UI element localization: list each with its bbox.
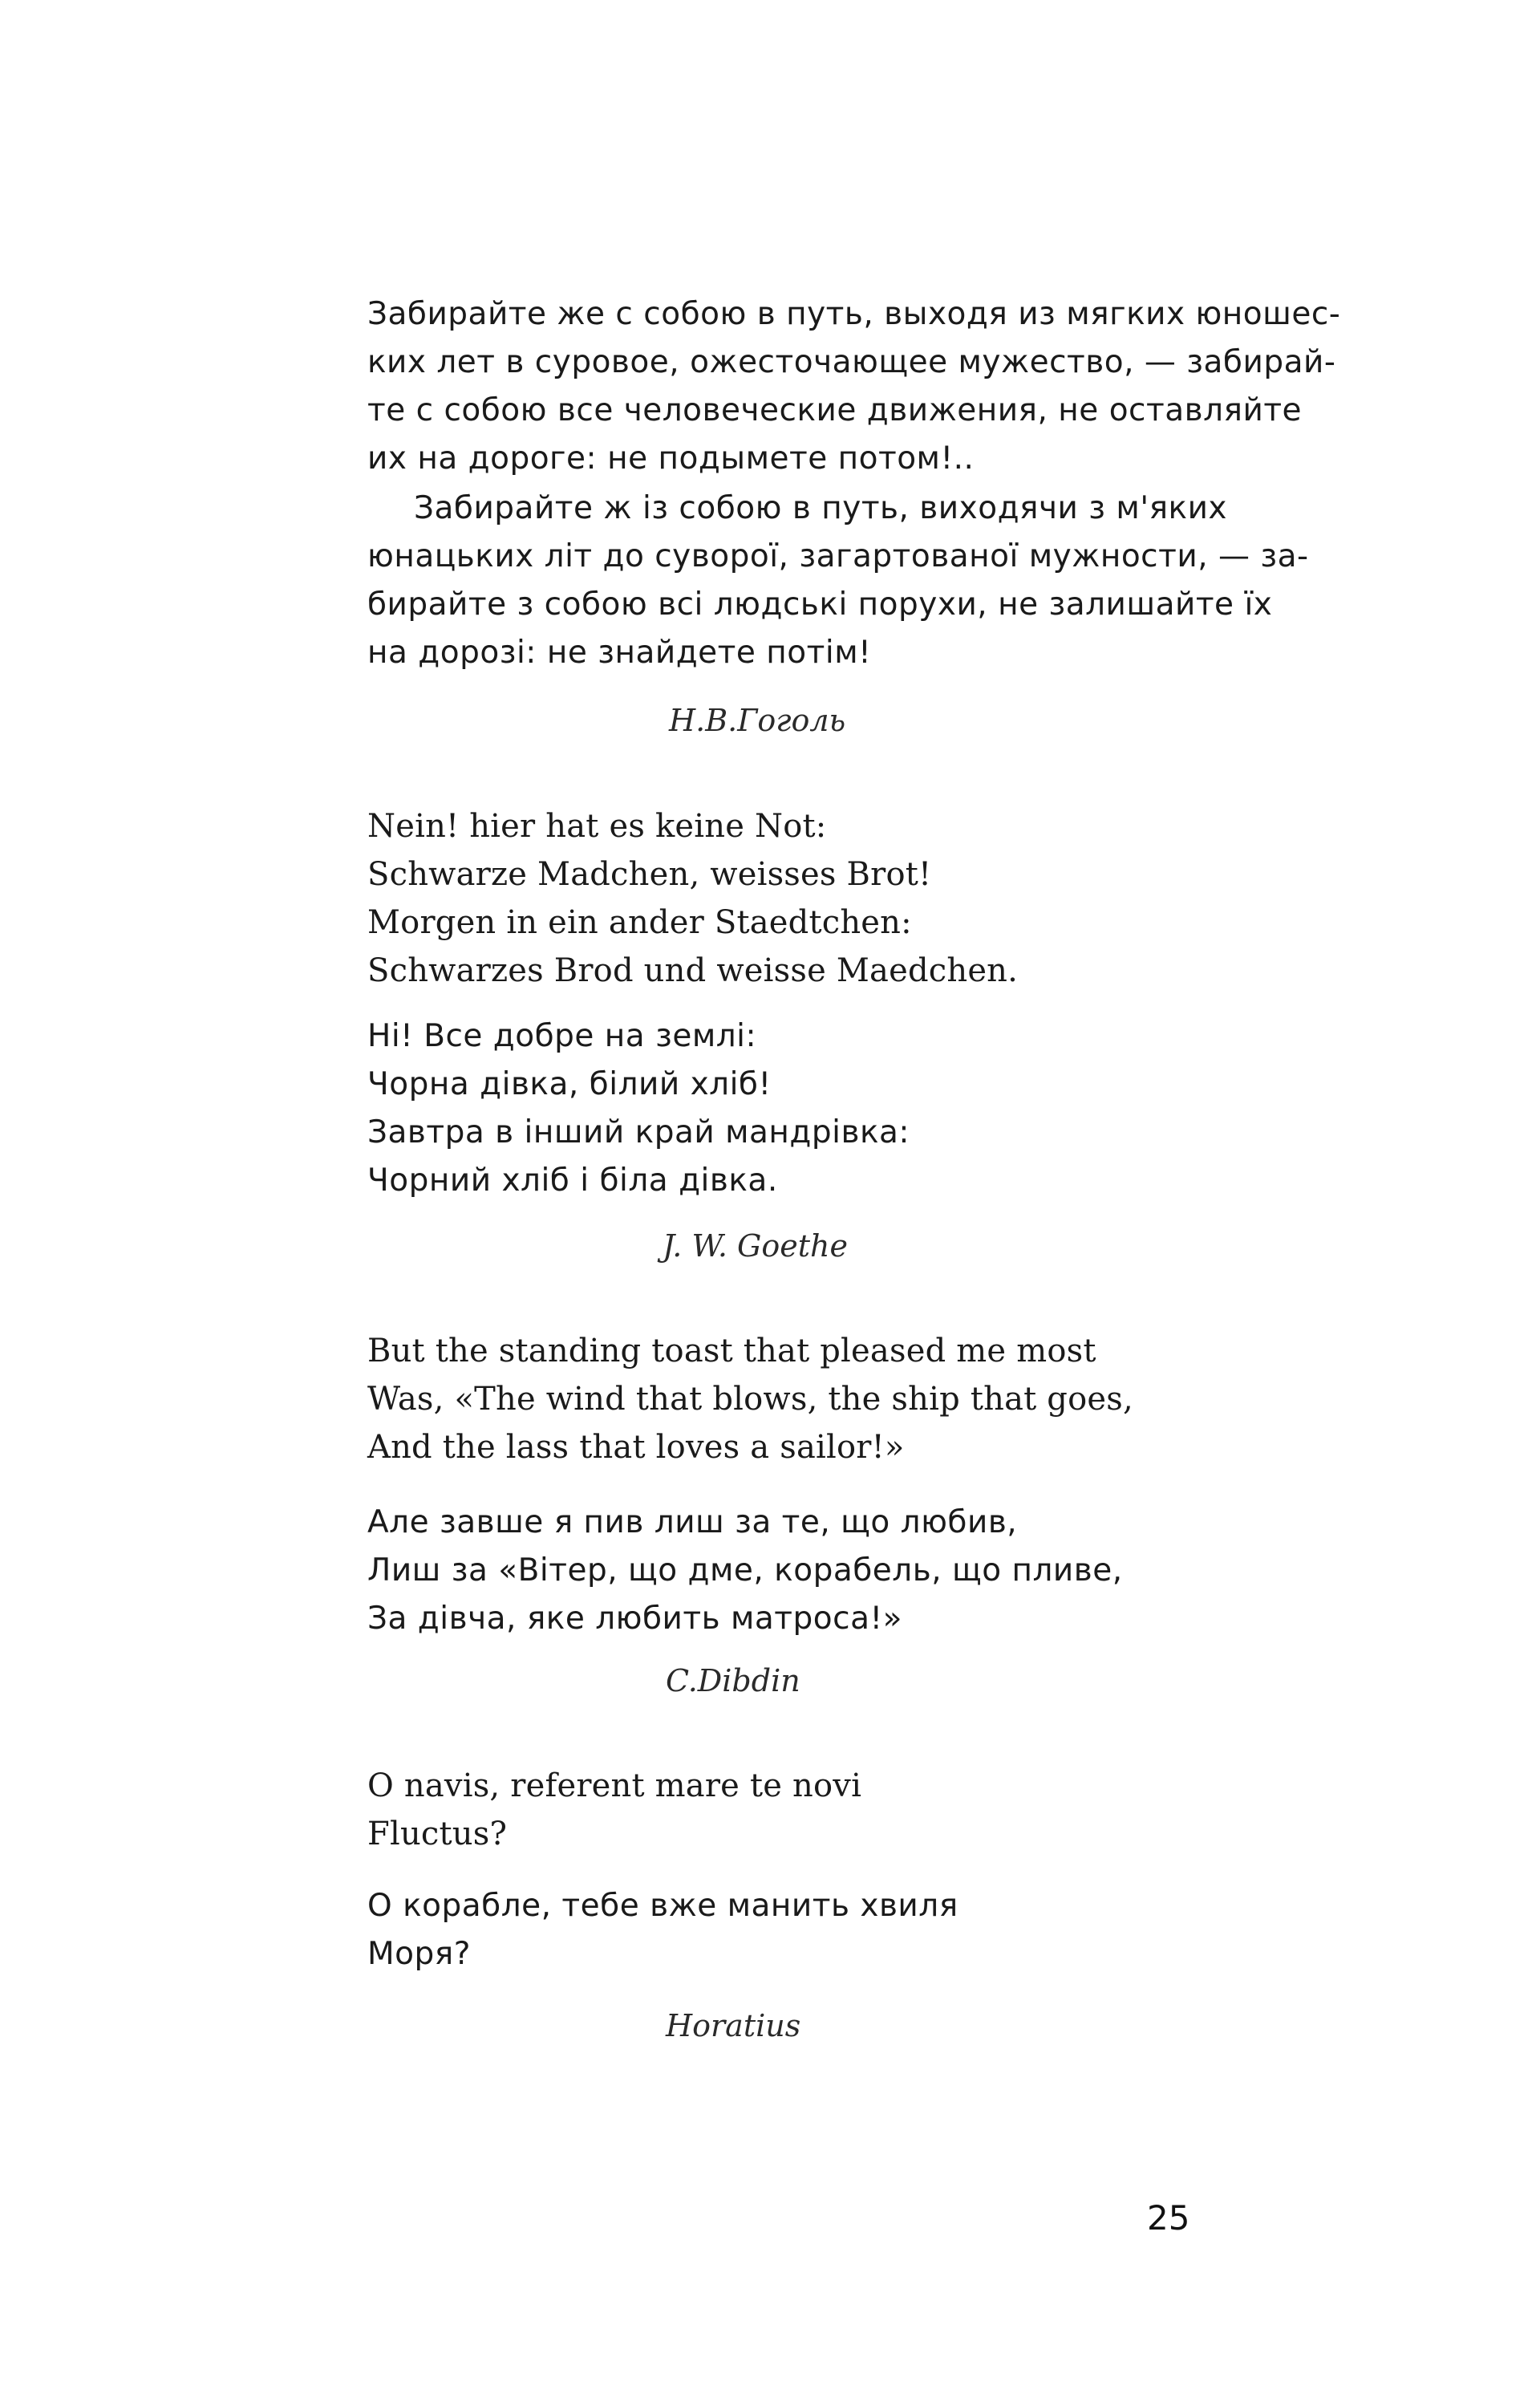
dibdin-ukrainian-verse [367, 1499, 1266, 1643]
goethe-german-verse [367, 802, 1266, 995]
verse-line: За дівча, яке любить матроса!» [367, 1601, 902, 1637]
verse-line: Але завше я пив лиш за те, що любив, [367, 1504, 1018, 1540]
verse-line: And the lass that loves a sailor!» [367, 1429, 905, 1466]
verse-line: Чорний хліб і біла дівка. [367, 1162, 778, 1199]
text-line: Забирайте ж із собою в путь, виходячи з м'яких [414, 490, 1228, 526]
text-line: их на дороге: не подымете потом!.. [367, 440, 975, 477]
dibdin-attribution: C.Dibdin [666, 1663, 800, 1698]
verse-line: О кораблe, тебе вже манить хвиля [367, 1888, 958, 1924]
verse-line: Schwarze Madchen, weisses Brot! [367, 856, 932, 893]
goethe-attribution: J. W. Goethe [663, 1228, 848, 1264]
verse-line: Ні! Все добре на землі: [367, 1018, 757, 1054]
horatius-attribution: Horatius [666, 2008, 801, 2043]
gogol-ukrainian-paragraph [367, 485, 1309, 677]
goethe-ukrainian-verse [367, 1012, 1266, 1205]
verse-line: Чорна дівка, білий хліб! [367, 1066, 772, 1102]
dibdin-english-verse [367, 1327, 1266, 1471]
page-number: 25 [1147, 2198, 1190, 2238]
verse-line: Nein! hier hat es keine Not: [367, 808, 827, 845]
horatius-ukrainian-verse [367, 1882, 1266, 1978]
verse-line: Schwarzes Brod und weisse Maedchen. [367, 952, 1019, 989]
gogol-russian-paragraph [367, 290, 1341, 483]
text-line: юнацьких літ до суворої, загартованої мужности, — за- [367, 538, 1309, 574]
gogol-attribution: Н.В.Гоголь [669, 703, 846, 738]
verse-line: Morgen in ein ander Staedtchen: [367, 904, 912, 941]
horatius-latin-verse [367, 1762, 1266, 1858]
verse-line: Was, «The wind that blows, the ship that goes, [367, 1381, 1133, 1418]
verse-line: But the standing toast that pleased me most [367, 1333, 1096, 1369]
verse-line: O navis, referent mare te novi [367, 1767, 862, 1804]
text-line: Забирайте же с собою в путь, выходя из мягких юношес- [367, 296, 1341, 332]
text-line: бирайте з собою всі людські порухи, не залишайте їх [367, 586, 1273, 623]
text-line: те с собою все человеческие движения, не оставляйте [367, 392, 1303, 428]
text-line: ких лет в суровое, ожесточающее мужество, — забирай- [367, 344, 1336, 380]
verse-line: Моря? [367, 1936, 471, 1972]
text-line: на дорозі: не знайдете потім! [367, 635, 872, 671]
verse-line: Лиш за «Вітер, що дме, корабель, що пливе, [367, 1552, 1123, 1589]
verse-line: Fluctus? [367, 1816, 508, 1852]
verse-line: Завтра в інший край мандрівка: [367, 1114, 910, 1150]
